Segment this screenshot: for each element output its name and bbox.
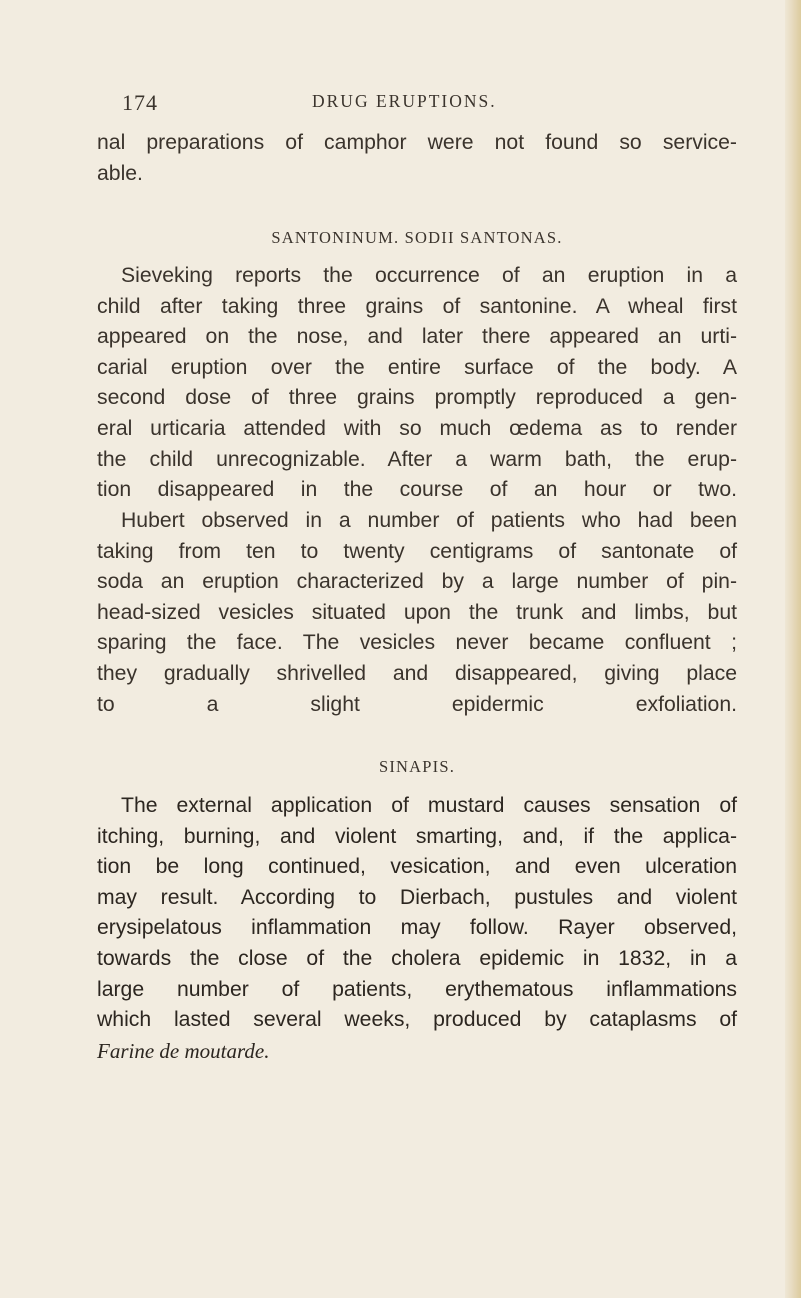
text-line: to a slight epidermic exfoliation. [97, 692, 737, 716]
text-line: carial eruption over the entire surface of the body. A [97, 355, 737, 379]
intro-paragraph [97, 128, 737, 189]
page-edge-shadow [785, 0, 801, 1298]
text-line: which lasted several weeks, produced by cataplasms of [97, 1008, 737, 1032]
text-line: eral urticaria attended with so much œdema as to render [97, 416, 737, 440]
text-line: The external application of mustard causes sensation of [121, 794, 737, 817]
text-line: sparing the face. The vesicles never became confluent ; [97, 631, 737, 655]
section-heading-santoninum: SANTONINUM. SODII SANTONAS. [271, 228, 563, 247]
text-line: may result. According to Dierbach, pustules and violent [97, 885, 737, 909]
text-line: appeared on the nose, and later there appeared an urti- [97, 325, 737, 349]
text-line: large number of patients, erythematous inflammations [97, 977, 737, 1001]
running-title: DRUG ERUPTIONS. [312, 91, 497, 111]
running-head [122, 90, 712, 126]
text-line: tion disappeared in the course of an hour or two. [97, 478, 737, 502]
sinapis-paragraph [97, 791, 737, 1066]
text-line: nal preparations of camphor were not found so service- [97, 131, 737, 154]
text-line: tion be long continued, vesication, and even ulceration [97, 855, 737, 879]
text-line: itching, burning, and violent smarting, and, if the applica- [97, 824, 737, 848]
santoninum-paragraph-1 [97, 261, 737, 506]
text-line: they gradually shrivelled and disappeared, giving place [97, 661, 737, 685]
text-line: child after taking three grains of santonine. A wheal first [97, 294, 737, 318]
santoninum-paragraph-2 [97, 506, 737, 720]
text-line: Sieveking reports the occurrence of an eruption in a [121, 264, 737, 287]
section-heading-sinapis: SINAPIS. [378, 757, 456, 776]
text-line: towards the close of the cholera epidemic in 1832, in a [97, 946, 737, 970]
text-line: Hubert observed in a number of patients who had been [121, 509, 737, 532]
text-line: able. [97, 161, 143, 185]
text-line: erysipelatous inflammation may follow. Rayer observed, [97, 916, 737, 940]
page-number: 174 [122, 90, 158, 115]
text-line: taking from ten to twenty centigrams of santonate of [97, 539, 737, 563]
text-line: second dose of three grains promptly reproduced a gen- [97, 386, 737, 410]
text-line: soda an eruption characterized by a large number of pin- [97, 570, 737, 594]
italic-phrase: Farine de moutarde. [97, 1038, 270, 1063]
text-line: the child unrecognizable. After a warm bath, the erup- [97, 447, 737, 471]
text-line: head-sized vesicles situated upon the trunk and limbs, but [97, 600, 737, 624]
